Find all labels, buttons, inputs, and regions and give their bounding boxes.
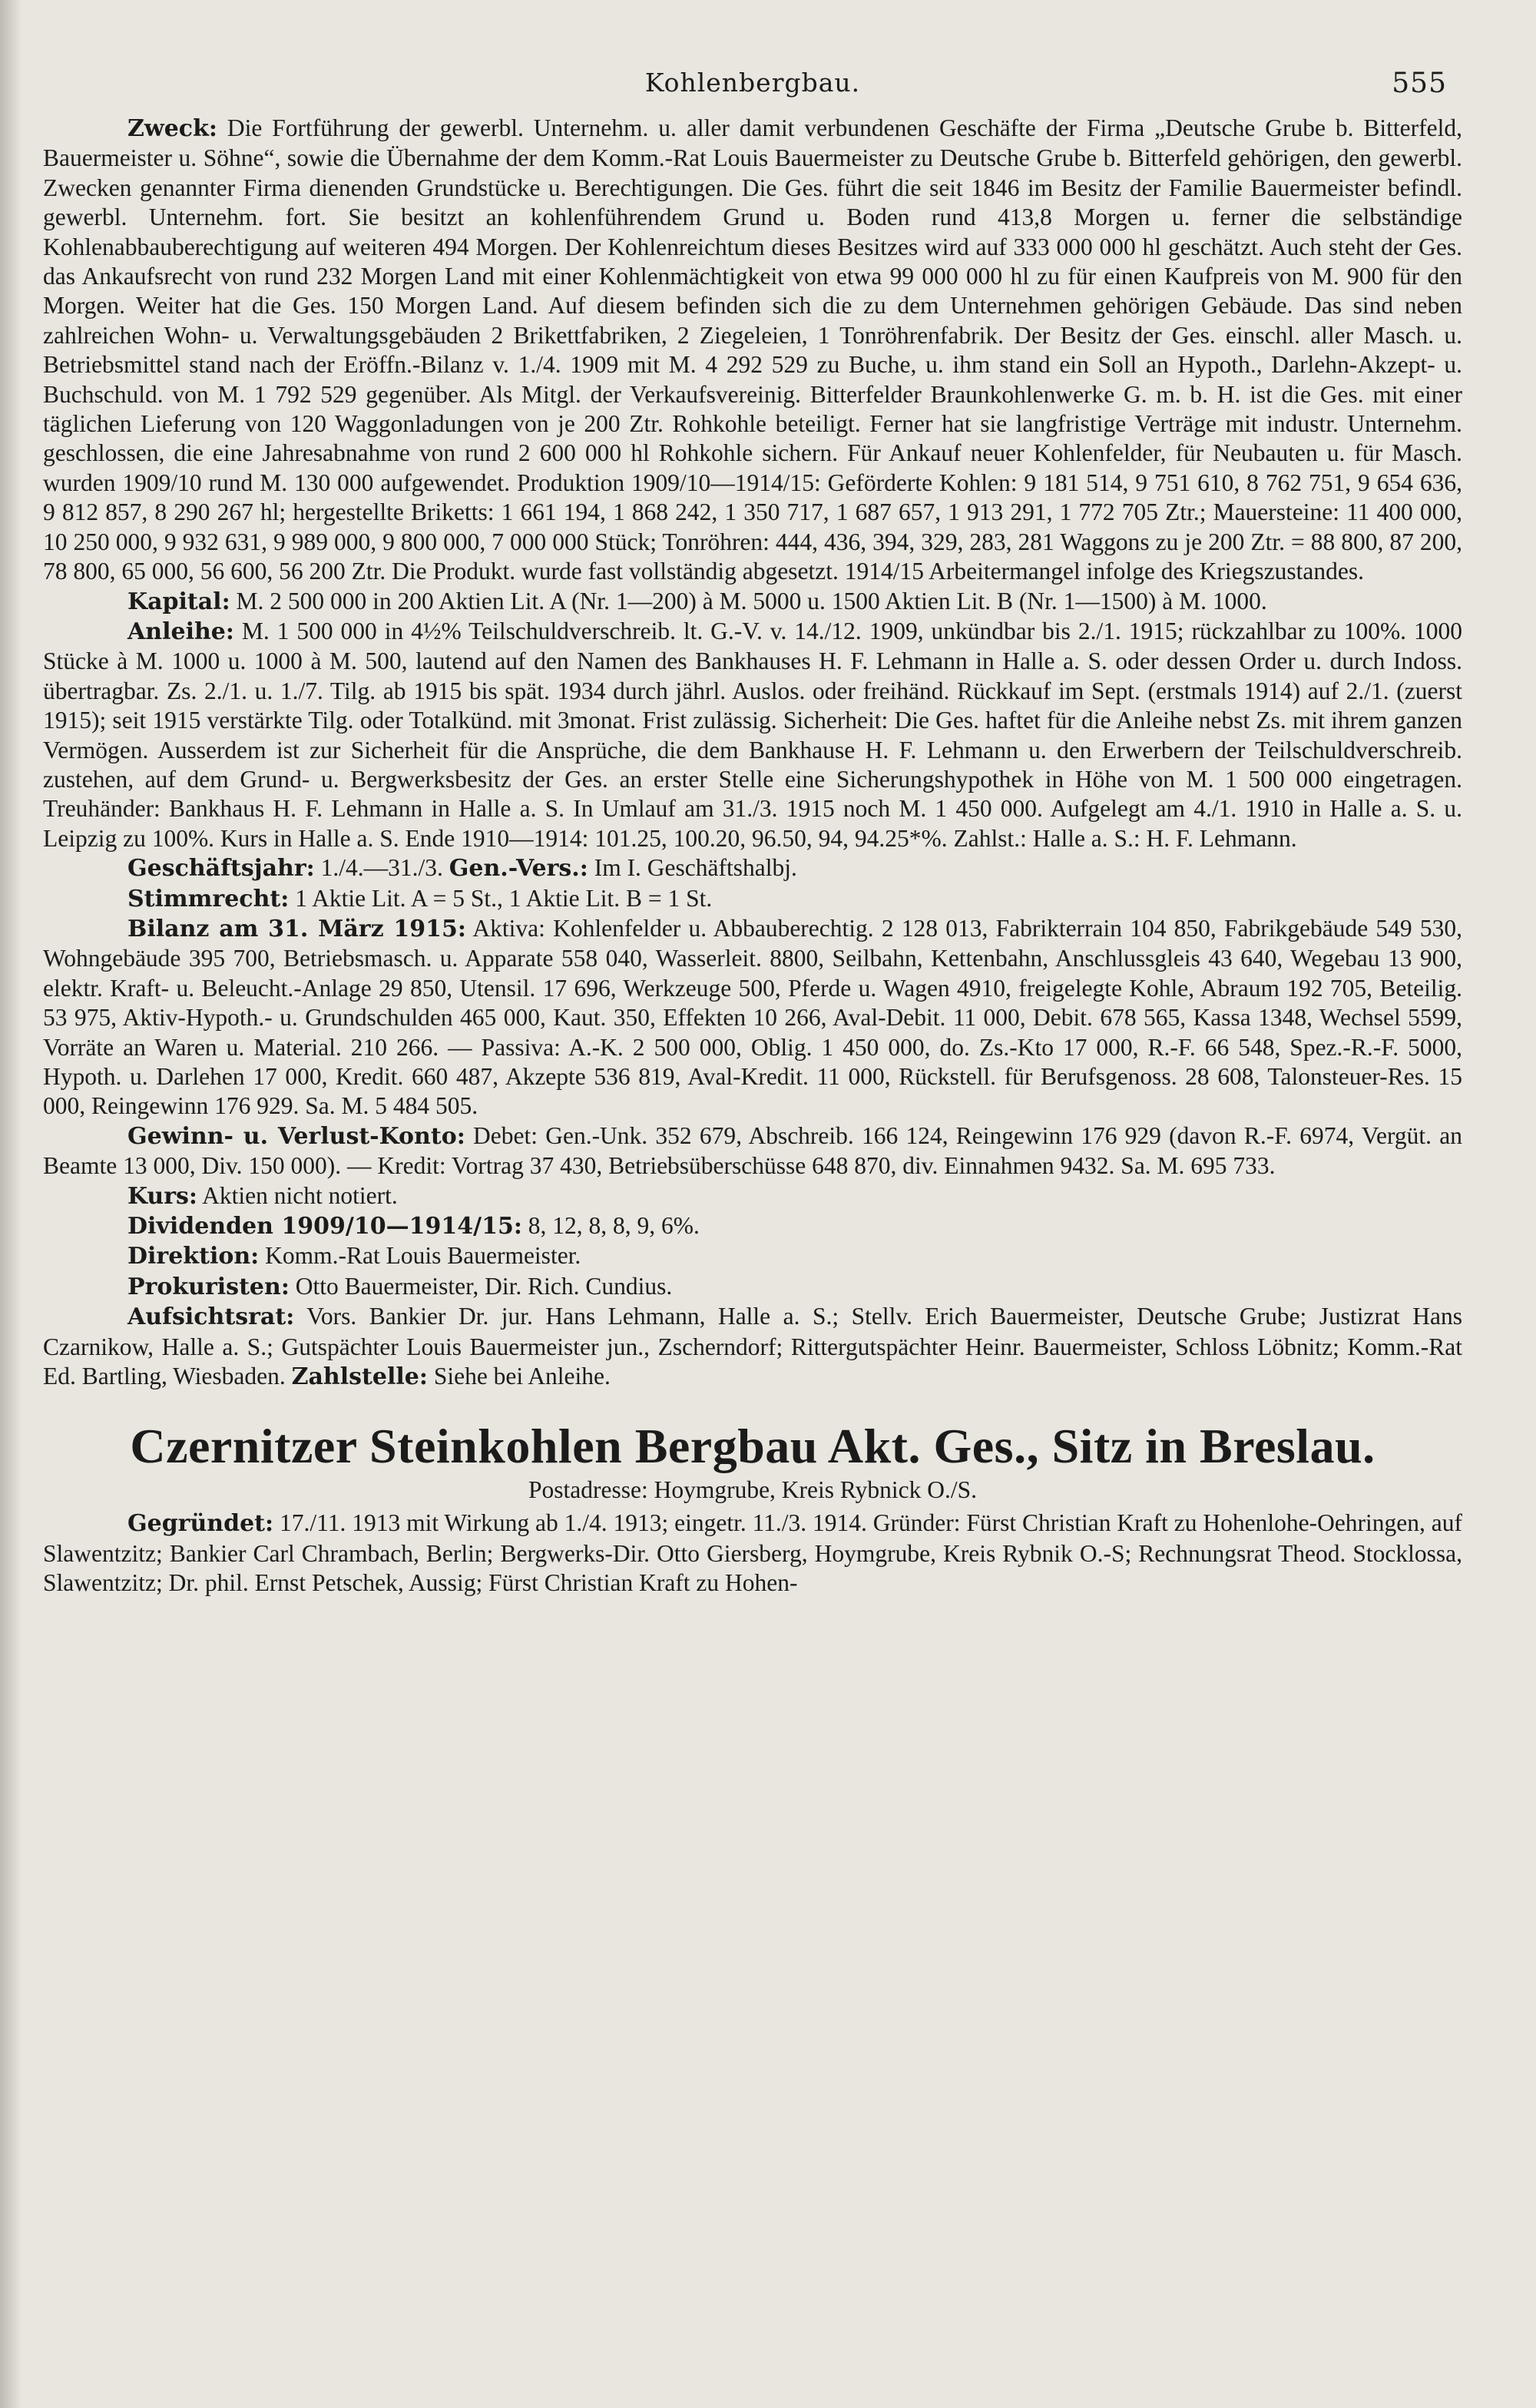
paragraph-dividenden: Dividenden 1909/10—1914/15: 8, 12, 8, 8, 9, 6%. (127, 1212, 700, 1240)
paragraph-prokuristen: Prokuristen: Otto Bauermeister, Dir. Rich. Cundius. (127, 1272, 673, 1300)
paragraph-bilanz: Bilanz am 31. März 1915: Aktiva: Kohlenfelder u. Abbauberechtig. 2 128 013, Fabrikterrain 104 850, Fabrikgebäude 549 530, Wohngebäude 395 700, Betriebsmasch. u. Apparate 558 040, Wasserleit. 8800, Seilbahn, Kettenbahn, Anschlussgleis 43 640, Wegebau 13 900, elektr. Kraft- u. Beleucht.-Anlage 29 850, Utensil. 17 696, Werkzeuge 500, Pferde u. Wagen 4910, freigelegte Kohle, Abraum 192 705, Beteilig. 53 975, Aktiv-Hypoth.- u. Grundschulden 465 000, Kaut. 350, Effekten 10 266, Aval-Debit. 11 000, Debit. 678 565, Kassa 1348, Wechsel 5599, Vorräte an Waren u. Material. 210 266. — Passiva: A.-K. 2 500 000, Oblig. 1 450 000, do. Zs.-Kto 17 000, R.-F. 66 548, Spez.-R.-F. 5000, Hypoth. u. Darlehen 17 000, Kredit. 660 487, Akzepte 536 819, Aval-Kredit. 11 000, Rückstell. für Berufsgenoss. 28 608, Talonsteuer-Res. 15 000, Reingewinn 176 929. Sa. M. 5 484 505. (43, 914, 1462, 1120)
page-number: 555 (1392, 68, 1447, 99)
binding-shadow (0, 0, 22, 2408)
paragraph-stimmrecht: Stimmrecht: 1 Aktie Lit. A = 5 St., 1 Aktie Lit. B = 1 St. (127, 884, 713, 913)
paragraph-direktion: Direktion: Komm.-Rat Louis Bauermeister. (127, 1242, 581, 1270)
paragraph-kapital: Kapital: M. 2 500 000 in 200 Aktien Lit. A (Nr. 1—200) à M. 5000 u. 1500 Aktien Lit. B (Nr. 1—1500) à M. 1000. (127, 587, 1267, 615)
paragraph-gewinn-verlust: Gewinn- u. Verlust-Konto: Debet: Gen.-Unk. 352 679, Abschreib. 166 124, Reingewinn 176 929 (davon R.-F. 6974, Vergüt. an Beamte 13 000, Div. 150 000). — Kredit: Vortrag 37 430, Betriebsüberschüsse 648 870, div. Einnahmen 9432. Sa. M. 695 733. (43, 1121, 1463, 1180)
paragraph-geschaeftsjahr: Geschäftsjahr: 1./4.—31./3. Gen.-Vers.: Im I. Geschäftshalbj. (127, 854, 797, 883)
company-name: Czernitzer Steinkohlen Bergbau Akt. Ges., (130, 1419, 1040, 1474)
company-entry-bauermeister (43, 114, 1462, 1392)
postal-address: Postadresse: Hoymgrube, Kreis Rybnick O./S. (528, 1476, 978, 1504)
company-entry-czernitzer (43, 1509, 1462, 1598)
page-header (43, 68, 1462, 114)
company-seat: Sitz in Breslau. (1039, 1419, 1375, 1474)
company-heading (43, 1418, 1462, 1475)
running-title: Kohlenbergbau. (644, 68, 861, 98)
paragraph-anleihe: Anleihe: M. 1 500 000 in 4½% Teilschuldverschreib. lt. G.-V. v. 14./12. 1909, unkündbar bis 2./1. 1915; rückzahlbar zu 100%. 1000 Stücke à M. 1000 u. 1000 à M. 500, lautend auf den Namen des Bankhauses H. F. Lehmann in Halle a. S. oder dessen Order u. durch Indoss. übertragbar. Zs. 2./1. u. 1./7. Tilg. ab 1915 bis spät. 1934 durch jährl. Auslos. oder freihänd. Rückkauf im Sept. (erstmals 1914) auf 2./1. (zuerst 1915); seit 1915 verstärkte Tilg. oder Totalkünd. mit 3monat. Frist zulässig. Sicherheit: Die Ges. haftet für die Anleihe nebst Zs. mit ihrem ganzen Vermögen. Ausserdem ist zur Sicherheit für die Ansprüche, die dem Bankhause H. F. Lehmann u. den Erwerbern der Teilschuldverschreib. zustehen, auf dem Grund- u. Bergwerksbesitz der Ges. an erster Stelle eine Sicherungshypothek in Höhe von M. 1 500 000 eingetragen. Treuhänder: Bankhaus H. F. Lehmann in Halle a. S. In Umlauf am 31./3. 1915 noch M. 1 450 000. Aufgelegt am 4./1. 1910 in Halle a. S. u. Leipzig zu 100%. Kurs in Halle a. S. Ende 1910—1914: 101.25, 100.20, 96.50, 94, 94.25*%. Zahlst.: Halle a. S.: H. F. Lehmann. (43, 617, 1462, 852)
paragraph-zweck: Zweck: Die Fortführung der gewerbl. Unternehm. u. aller damit verbundenen Geschäfte der Firma „Deutsche Grube b. Bitterfeld, Bauermeister u. Söhne“, sowie die Übernahme der dem Komm.-Rat Louis Bauermeister zu Deutsche Grube b. Bitterfeld gehörigen, den gewerbl. Zwecken genannter Firma dienenden Grundstücke u. Berechtigungen. Die Ges. führt die seit 1846 im Besitz der Familie Bauermeister befindl. gewerbl. Unternehm. fort. Sie besitzt an kohlenführendem Grund u. Boden rund 413,8 Morgen u. ferner die selbständige Kohlenabbauberechtigung auf weiteren 494 Morgen. Der Kohlenreichtum dieses Besitzes wird auf 333 000 000 hl geschätzt. Auch steht der Ges. das Ankaufsrecht von rund 232 Morgen Land mit einer Kohlenmächtigkeit von etwa 99 000 000 hl zu für einen Kaufpreis von M. 900 für den Morgen. Weiter hat die Ges. 150 Morgen Land. Auf diesem befinden sich die zu dem Unternehmen gehörigen Gebäude. Das sind neben zahlreichen Wohn- u. Verwaltungsgebäuden 2 Brikettfabriken, 2 Ziegeleien, 1 Tonröhrenfabrik. Der Besitz der Ges. einschl. aller Masch. u. Betriebsmittel stand nach der Eröffn.-Bilanz v. 1./4. 1909 mit M. 4 292 529 zu Buche, u. ihm stand ein Soll an Hypoth., Darlehn-Akzept- u. Buchschuld. von M. 1 792 529 gegenüber. Als Mitgl. der Verkaufsvereinig. Bitterfelder Braunkohlenwerke G. m. b. H. ist die Ges. mit einer täglichen Lieferung von 120 Waggonladungen von je 200 Ztr. Rohkohle beteiligt. Ferner hat sie langfristige Verträge mit industr. Unternehm. geschlossen, die eine Jahresabnahme von rund 2 600 000 hl Rohkohle sichern. Für Ankauf neuer Kohlenfelder, für Neubauten u. für Masch. wurden 1909/10 rund M. 130 000 aufgewendet. Produktion 1909/10—1914/15: Geförderte Kohlen: 9 181 514, 9 751 610, 8 762 751, 9 654 636, 9 812 857, 8 290 267 hl; hergestellte Briketts: 1 661 194, 1 868 242, 1 350 717, 1 687 657, 1 913 291, 1 772 705 Ztr.; Mauersteine: 11 400 000, 10 250 000, 9 932 631, 9 989 000, 9 800 000, 7 000 000 Stück; Tonröhren: 444, 436, 394, 329, 283, 281 Waggons zu je 200 Ztr. = 88 800, 87 200, 78 800, 65 000, 56 600, 56 200 Ztr. Die Produkt. wurde fast vollständig abgesetzt. 1914/15 Arbeitermangel infolge des Kriegszustandes. (43, 114, 1462, 585)
paragraph-gegruendet: Gegründet: 17./11. 1913 mit Wirkung ab 1./4. 1913; eingetr. 11./3. 1914. Gründer: Fürst Christian Kraft zu Hohenlohe-Oehringen, auf Slawentzitz; Bankier Carl Chrambach, Berlin; Bergwerks-Dir. Otto Giersberg, Hoymgrube, Kreis Rybnik O.-S; Rechnungsrat Theod. Stocklossa, Slawentzitz; Dr. phil. Ernst Petschek, Aussig; Fürst Christian Kraft zu Hohen- (43, 1509, 1462, 1597)
paragraph-kurs: Kurs: Aktien nicht notiert. (127, 1181, 398, 1210)
paragraph-aufsichtsrat: Aufsichtsrat: Vors. Bankier Dr. jur. Hans Lehmann, Halle a. S.; Stellv. Erich Bauermeister, Deutsche Grube; Justizrat Hans Czarnikow, Halle a. S.; Gutspächter Louis Bauermeister jun., Zscherndorf; Rittergutspächter Heinr. Bauermeister, Schloss Löbnitz; Komm.-Rat Ed. Bartling, Wiesbaden. Zahlstelle: Siehe bei Anleihe. (43, 1303, 1462, 1391)
